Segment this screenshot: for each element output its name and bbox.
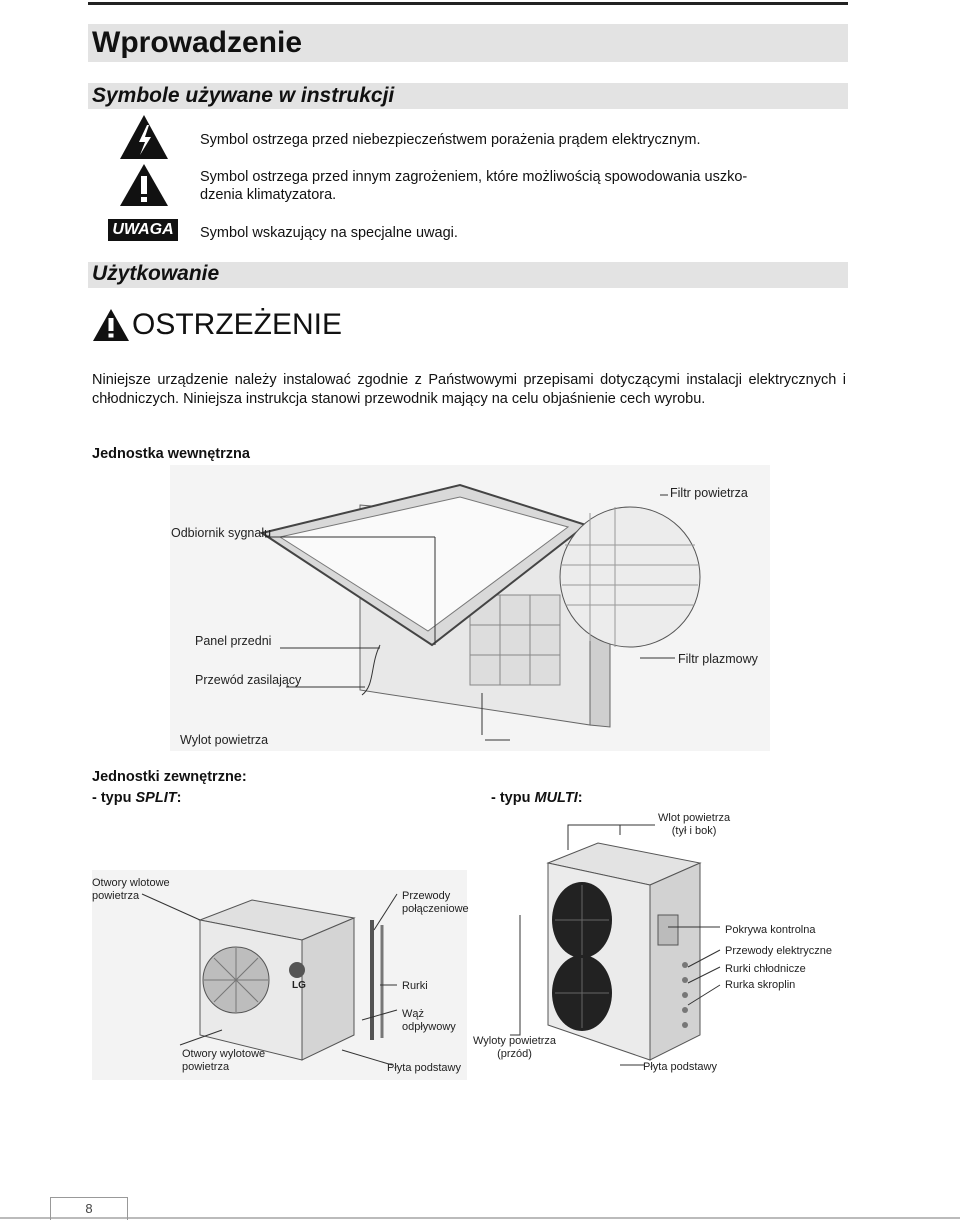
footer-rule <box>0 1217 960 1219</box>
label-condensate-pipe: Rurka skroplin <box>725 979 796 991</box>
label-control-cover: Pokrywa kontrolna <box>725 924 816 936</box>
uwaga-badge: UWAGA <box>108 219 178 241</box>
label-air-filter: Filtr powietrza <box>670 486 748 500</box>
warning-heading: OSTRZEŻENIE <box>132 308 343 341</box>
label-base-plate-split: Płyta podstawy <box>387 1062 461 1074</box>
label-base-plate-multi: Płyta podstawy <box>643 1061 717 1073</box>
label-air-outlet: Wylot powietrza <box>180 733 269 747</box>
warning-body: Niniejsze urządzenie należy instalować zgodnie z Państwowymi przepisami dotyczącymi instalacji elektrycznych i chłodniczych. Niniejsza instrukcja stanowi przewodnik mający na celu objaśnienie cech wyrobu. <box>92 372 846 407</box>
page-number: 8 <box>50 1197 128 1220</box>
outdoor-units-title: Jednostki zewnętrzne: <box>92 769 247 785</box>
brand-logo: LG <box>292 980 306 991</box>
symbol-text-note: Symbol wskazujący na specjalne uwagi. <box>200 225 458 241</box>
exclamation-warning-icon <box>118 162 170 208</box>
indoor-unit-title: Jednostka wewnętrzna <box>92 446 250 462</box>
label-air-outlets: Wyloty powietrza (przód) <box>473 1035 557 1060</box>
indoor-unit-diagram <box>170 465 770 751</box>
lightning-warning-icon <box>118 113 170 161</box>
label-cooling-pipes: Rurki chłodnicze <box>725 963 806 975</box>
label-inlet-holes: Otwory wlotowe powietrza <box>92 877 170 902</box>
warning-triangle-icon <box>92 308 130 342</box>
label-signal-receiver: Odbiornik sygnału <box>171 526 272 540</box>
label-front-panel: Panel przedni <box>195 634 272 648</box>
label-plasma-filter: Filtr plazmowy <box>678 652 758 666</box>
label-outlet-holes: Otwory wylotowe powietrza <box>182 1048 266 1073</box>
symbol-text-danger-line2: dzenia klimatyzatora. <box>200 187 337 203</box>
label-air-inlet: Wlot powietrza (tył i bok) <box>658 812 731 837</box>
label-power-cord: Przewód zasilający <box>195 673 302 687</box>
section-title-usage: Użytkowanie <box>92 262 220 285</box>
split-type-label: - typu SPLIT: <box>92 790 182 806</box>
symbol-text-danger-line1: Symbol ostrzega przed innym zagrożeniem, które możliwością spowodowania uszko- <box>200 169 748 185</box>
multi-type-label: - typu MULTI: <box>491 790 583 806</box>
page-title: Wprowadzenie <box>92 26 303 59</box>
label-pipes: Rurki <box>402 980 428 992</box>
symbol-text-electric: Symbol ostrzega przed niebezpieczeństwem porażenia prądem elektrycznym. <box>200 132 701 148</box>
section-title-symbols: Symbole używane w instrukcji <box>92 84 395 107</box>
label-drain-hose: Wąż odpływowy <box>402 1008 456 1033</box>
label-connection-wires: Przewody połączeniowe <box>402 890 469 915</box>
top-rule <box>88 2 848 5</box>
label-electric-wires: Przewody elektryczne <box>725 945 832 957</box>
